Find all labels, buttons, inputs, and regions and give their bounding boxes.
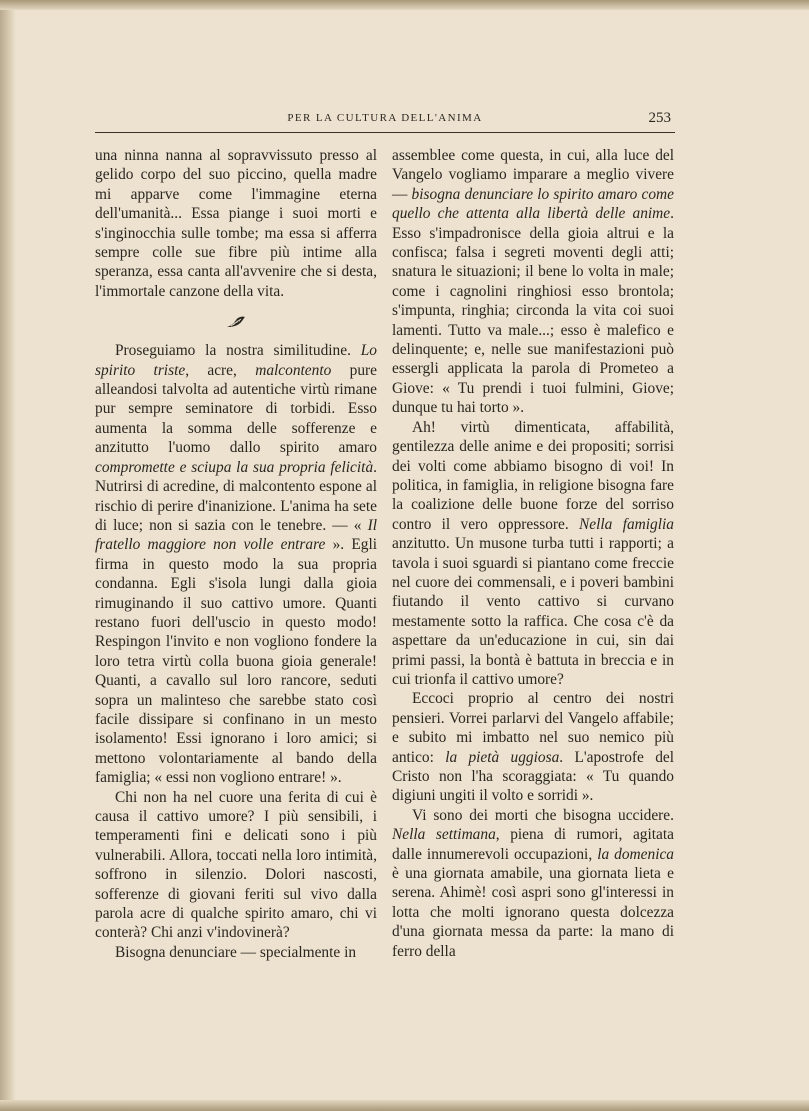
text-run: . Nutrirsi di acredine, di malcontento espone al rischio di perire d'inanizione. L'anima ha sete di luce; non si sazia con le tenebre. — «	[95, 458, 377, 534]
italic-text: Nella famiglia	[579, 515, 674, 533]
paragraph	[392, 418, 674, 690]
text-run: pure alleandosi talvolta ad autentiche virtù rimane pur sempre seminatore di torbidi. Esso aumenta la somma delle sofferenze e anzitutto l'uomo dallo spirito amaro	[95, 361, 377, 457]
italic-text: compromette e sciupa la sua propria felicità	[95, 458, 374, 476]
scan-bottom-edge	[0, 1100, 809, 1111]
text-run: è una giornata amabile, una giornata lieta e serena. Ahimè! così aspri sono gl'interessi in lotta che molti ignorano questa dolcezza d'una giornata messa da parte: la mano di ferro della	[392, 865, 674, 960]
italic-text: la domenica	[597, 845, 674, 863]
scan-top-edge	[0, 0, 809, 10]
text-run: anzitutto. Un musone turba tutti i rapporti; a tavola i suoi sguardi si piantano come freccie nel cuore dei commensali, e i poveri bambini fiutando il vento cattivo si curvano mestamente sotto la raffica. Che cosa c'è da aspettare da un'educazione in cui, sin dai primi passi, la bontà è battuta in breccia e in cui trionfa il cattivo umore?	[392, 535, 674, 688]
page-number: 253	[648, 110, 671, 126]
italic-text: malcontento	[255, 361, 332, 379]
scan-left-edge	[0, 0, 16, 1111]
text-run: Vi sono dei morti che bisogna uccidere.	[412, 806, 674, 824]
italic-text: Lo spirito triste	[95, 342, 377, 379]
paragraph	[95, 788, 377, 943]
text-run: , acre,	[185, 361, 256, 379]
paragraph	[95, 943, 377, 962]
running-title: PER LA CULTURA DELL'ANIMA	[287, 112, 483, 124]
italic-text: Il fratello maggiore non volle entrare	[95, 516, 377, 554]
text-run: . Esso s'impadronisce della gioia altrui e la confisca; falsa i segreti moventi degli atti; snatura le situazioni; il bene lo volta in male; come i cagnolini ringhiosi esso brontola; s'impunta, ringhia; circonda la vita coi suoi lamenti. Tutto va male...; esso è malefico e delinquente; e, nelle sue manifestazioni può essergli applicata la parola di Prometeo a Giove: « Tu prendi i tuoi fulmini, Giove; dunque tu hai torto ».	[392, 205, 674, 417]
text-run: Chi non ha nel cuore una ferita di cui è causa il cattivo umore? I più sensibili, i temperamenti fini e delicati sono i più vulnerabili. Allora, toccati nella loro intimità, soffrono in silenzio. Dolori nascosti, sofferenze di giovani feriti sul vivo dalla parola acre di qualche spirito amaro, chi vi conterà? Chi anzi v'indovinerà?	[95, 788, 377, 942]
text-run: assemblee come questa, in cui, alla luce del Vangelo vogliamo imparare a meglio vivere —	[392, 147, 674, 203]
page-header	[95, 112, 675, 132]
paragraph	[95, 146, 377, 301]
header-rule	[95, 132, 675, 133]
italic-text: la pietà uggiosa	[445, 748, 560, 766]
text-run: Bisogna denunciare — specialmente in	[115, 943, 357, 961]
text-run: una ninna nanna al sopravvissuto presso al gelido corpo del suo piccino, quella madre mi apparve come l'immagine eterna dell'umanità... Essa piange i suoi morti e s'inginocchia sulle tombe; ma essa si afferra sempre colle sue fibre più intime alla speranza, essa canta all'avvenire che si desta, l'immortale canzone della vita.	[95, 147, 377, 300]
paragraph	[392, 689, 674, 805]
italic-text: Nella settimana	[392, 826, 496, 844]
text-run: Proseguiamo la nostra similitudine.	[115, 342, 361, 360]
left-column	[95, 146, 377, 962]
paragraph	[392, 146, 674, 418]
text-run: Eccoci proprio al centro dei nostri pensieri. Vorrei parlarvi del Vangelo affabile; e subito mi imbatto nel suo nemico più antico:	[392, 690, 674, 766]
paragraph	[392, 806, 674, 961]
italic-text: bisogna denunciare lo spirito amaro come quello che attenta alla libertà delle anime	[392, 185, 674, 223]
fleuron-leaf-icon	[95, 301, 377, 341]
paragraph	[95, 341, 377, 787]
right-column	[392, 146, 674, 961]
text-run: , piena di rumori, agitata dalle innumerevoli occupazioni,	[392, 826, 674, 863]
text-run: ». Egli firma in questo modo la sua propria condanna. Egli s'isola lungi dalla gioia rimuginando il suo cattivo umore. Quanti restano fuori dell'uscio in questo modo! Respingon l'invito e non vogliono fondere la loro tetra virtù colla buona gioia generale! Quanti, a cavallo sul loro rancore, seduti sopra un malinteso che sarebbe stato così facile dissipare si confinano in un mesto isolamento! Essi ignorano i loro amici; si mettono volontariamente al bando della famiglia; « essi non vogliono entrare! ».	[95, 536, 377, 787]
text-run: Ah! virtù dimenticata, affabilità, gentilezza delle anime e dei propositi; sorrisi dei volti come abbiamo bisogno di voi! In politica, in famiglia, in religione bisogna fare la coalizione delle buone forze del sorriso contro il vero oppressore.	[392, 418, 674, 533]
text-run: . L'apostrofe del Cristo non l'ha scoraggiata: « Tu quando digiuni ungiti il volto e sorridi ».	[392, 748, 674, 805]
